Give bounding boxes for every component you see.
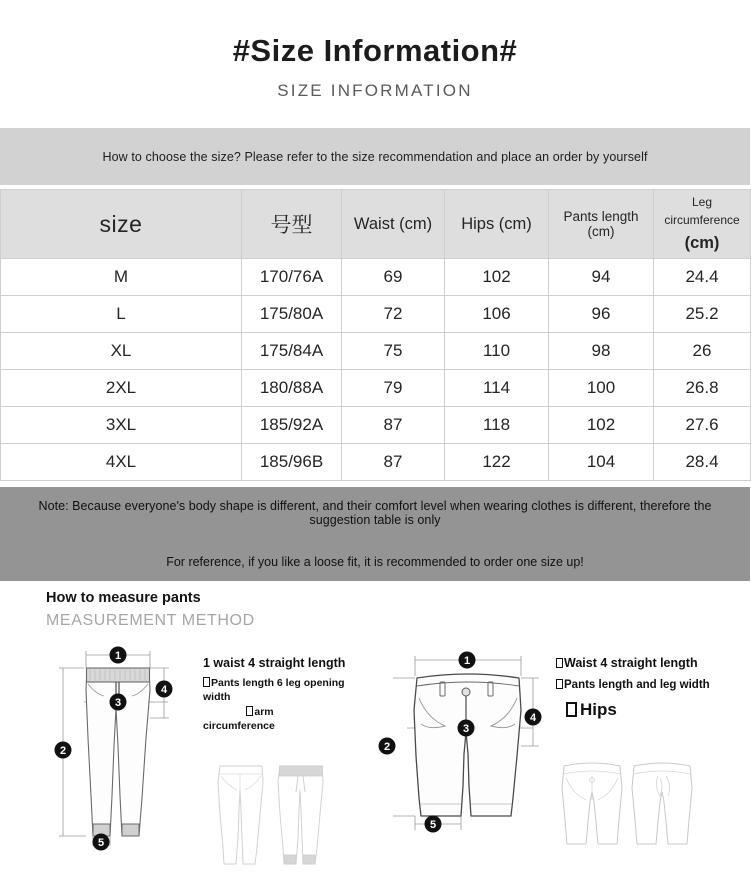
pants-measure-labels [203,655,353,734]
intro-text: How to choose the size? Please refer to the size recommendation and place an order by yourself [102,149,648,164]
table-body [1,259,751,481]
cell-model: 170/76A [242,259,342,296]
cell-model: 175/84A [242,333,342,370]
shorts-label-line-3-text: Hips [580,700,617,720]
cell-waist: 69 [342,259,445,296]
shorts-label-line-1 [556,655,736,672]
cell-size: XL [1,333,242,370]
cell-pants-length: 100 [549,370,654,407]
cell-pants-length: 104 [549,444,654,481]
cell-waist: 87 [342,407,445,444]
pants-label-line-1: 1 waist 4 straight length [203,656,346,670]
pants-label-line-4: circumference [203,720,275,733]
missing-glyph-icon [246,706,253,716]
cell-waist: 72 [342,296,445,333]
cell-model: 175/80A [242,296,342,333]
marker-5 [93,834,110,851]
table-row [1,259,751,296]
svg-text:1: 1 [463,655,471,667]
cell-size: M [1,259,242,296]
pants-label-line-3-text: arm [254,706,274,719]
cell-leg-circumference: 27.6 [654,407,751,444]
cell-waist: 79 [342,370,445,407]
svg-text:4: 4 [529,712,537,724]
cell-leg-circumference: 26 [654,333,751,370]
svg-text:1: 1 [114,650,122,662]
svg-text:5: 5 [429,819,437,831]
marker-4 [156,681,173,698]
cell-hips: 118 [445,407,549,444]
pants-label-line-2-text: Pants length 6 leg opening width [203,676,345,704]
missing-glyph-icon [556,658,563,668]
shorts-measure-labels [556,655,736,722]
table-row [1,444,751,481]
svg-text:5: 5 [97,837,105,849]
pants-label-line-2 [203,676,353,704]
column-header-hips: Hips (cm) [445,190,549,259]
cell-pants-length: 98 [549,333,654,370]
marker-1 [110,647,127,664]
shorts-thumbnails [556,752,696,875]
size-table-container [0,189,750,481]
cell-model: 185/92A [242,407,342,444]
cell-waist: 75 [342,333,445,370]
column-header-waist: Waist (cm) [342,190,445,259]
cell-waist: 87 [342,444,445,481]
cell-hips: 114 [445,370,549,407]
note-line-1: Note: Because everyone's body shape is different, and their comfort level when wearing clothes is different, therefore the suggestion table is only [38,499,712,527]
note-banner [0,487,750,581]
table-row [1,370,751,407]
column-header-size: size [1,190,242,259]
cell-model: 185/96B [242,444,342,481]
column-header-pants-length: Pants length (cm) [549,190,654,259]
leg-circumference-label: Leg circumference [664,194,740,227]
marker-1 [459,652,476,669]
intro-banner [0,128,750,185]
table-row [1,296,751,333]
svg-text:2: 2 [383,741,391,753]
cell-size: L [1,296,242,333]
shorts-diagram [383,646,563,861]
cell-pants-length: 96 [549,296,654,333]
pants-diagram [38,646,198,861]
cell-leg-circumference: 24.4 [654,259,751,296]
svg-text:2: 2 [59,745,67,757]
table-row [1,407,751,444]
missing-glyph-icon [203,677,210,687]
cell-hips: 110 [445,333,549,370]
marker-3 [458,720,475,737]
shorts-label-line-3 [556,699,736,722]
cell-hips: 106 [445,296,549,333]
cell-leg-circumference: 25.2 [654,296,751,333]
cell-size: 3XL [1,407,242,444]
marker-2 [55,742,72,759]
cell-hips: 122 [445,444,549,481]
cell-size: 4XL [1,444,242,481]
marker-3 [110,694,127,711]
leg-circumference-unit: (cm) [684,233,720,252]
column-header-model: 号型 [242,190,342,259]
shorts-label-line-2 [556,678,736,694]
table-row [1,333,751,370]
svg-text:4: 4 [160,684,168,696]
page-subtitle: SIZE INFORMATION [277,81,473,101]
marker-2 [379,738,396,755]
svg-text:3: 3 [462,723,470,735]
table-header-row [1,190,751,259]
cell-pants-length: 102 [549,407,654,444]
shorts-label-line-2-text: Pants length and leg width [564,678,710,691]
measurement-heading: How to measure pants [46,590,201,606]
missing-glyph-icon [566,702,577,717]
missing-glyph-icon [556,679,563,689]
cell-size: 2XL [1,370,242,407]
note-line-2: For reference, if you like a loose fit, it is recommended to order one size up! [166,555,584,569]
column-header-leg-circumference [654,190,751,259]
page-header [0,0,750,128]
marker-5 [425,816,442,833]
cell-model: 180/88A [242,370,342,407]
cell-hips: 102 [445,259,549,296]
svg-text:3: 3 [114,697,122,709]
pants-thumbnails [206,752,334,875]
pants-label-line-3 [203,705,353,719]
cell-pants-length: 94 [549,259,654,296]
cell-leg-circumference: 28.4 [654,444,751,481]
page-title: #Size Information# [232,32,518,68]
marker-4 [525,709,542,726]
shorts-label-line-1-text: Waist 4 straight length [564,656,698,670]
cell-leg-circumference: 26.8 [654,370,751,407]
measurement-subheading: MEASUREMENT METHOD [46,612,255,629]
size-table [0,189,751,481]
